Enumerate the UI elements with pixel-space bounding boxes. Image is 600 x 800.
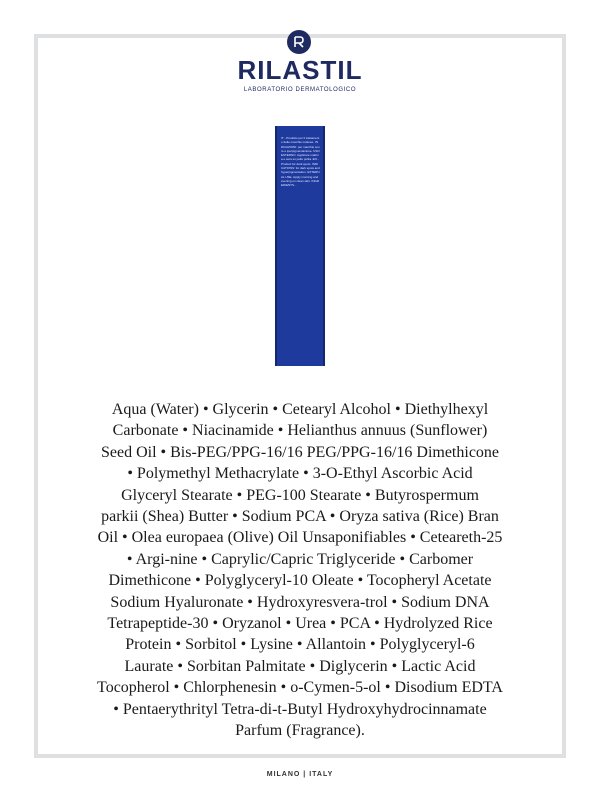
ingredients-list [64, 399, 536, 742]
ingredients-line: Tocopherol • Chlorphenesin • o-Cymen-5-ol • Disodium EDTA [97, 679, 503, 697]
ingredients-line: Protein • Sorbitol • Lysine • Allantoin • Polyglyceryl-6 [125, 636, 475, 654]
product-box-image [275, 126, 325, 366]
ingredients-line: Seed Oil • Bis-PEG/PPG-16/16 PEG/PPG-16/16 Dimethicone [100, 443, 500, 461]
ingredients-line: Laurate • Sorbitan Palmitate • Diglycerin • Lactic Acid [124, 657, 476, 675]
ingredients-line: Parfum (Fragrance). [235, 722, 365, 740]
ingredients-line: • Pentaerythrityl Tetra-di-t-Butyl Hydroxyhydrocinnamate [113, 700, 487, 718]
ingredients-line: Dimethicone • Polyglyceryl-10 Oleate • Tocopheryl Acetate [108, 572, 492, 590]
ingredients-line: Oil • Olea europaea (Olive) Oil Unsaponifiables • Ceteareth-25 [97, 529, 503, 547]
ingredients-line: • Argi-nine • Caprylic/Capric Triglyceride • Carbomer [126, 550, 474, 568]
footer-location: MILANO | ITALY [266, 771, 334, 778]
ingredients-line: Carbonate • Niacinamide • Helianthus annuus (Sunflower) [112, 422, 488, 440]
rilastil-logo-icon [287, 30, 311, 54]
brand-tagline: LABORATORIO DERMATOLOGICO [243, 87, 357, 93]
ingredients-line: parkii (Shea) Butter • Sodium PCA • Oryza sativa (Rice) Bran [101, 508, 499, 526]
product-box-text: IT - Prodotto per il trattamento delle macchie cutanee. INDICAZIONI: per macchie scure e iperpigmentazione. USO ESTERNO. Applicare mattina e sera su pelle pulita. EN - Product for dark spots. INDICATIONS: for dark spots and hyperpigmentation. EXTERNAL USE. Apply morning and evening on clean skin. INGREDIENTS... [281, 136, 320, 188]
brand-name: RILASTIL [237, 55, 363, 85]
ingredients-line: Sodium Hyaluronate • Hydroxyresvera-trol • Sodium DNA [110, 593, 490, 611]
ingredients-line: Glyceryl Stearate • PEG-100 Stearate • Butyrospermum [121, 486, 479, 504]
ingredients-line: Tetrapeptide-30 • Oryzanol • Urea • PCA • Hydrolyzed Rice [107, 615, 493, 633]
ingredients-line: Aqua (Water) • Glycerin • Cetearyl Alcohol • Diethylhexyl [111, 401, 489, 418]
ingredients-line: • Polymethyl Methacrylate • 3-O-Ethyl Ascorbic Acid [127, 465, 473, 483]
